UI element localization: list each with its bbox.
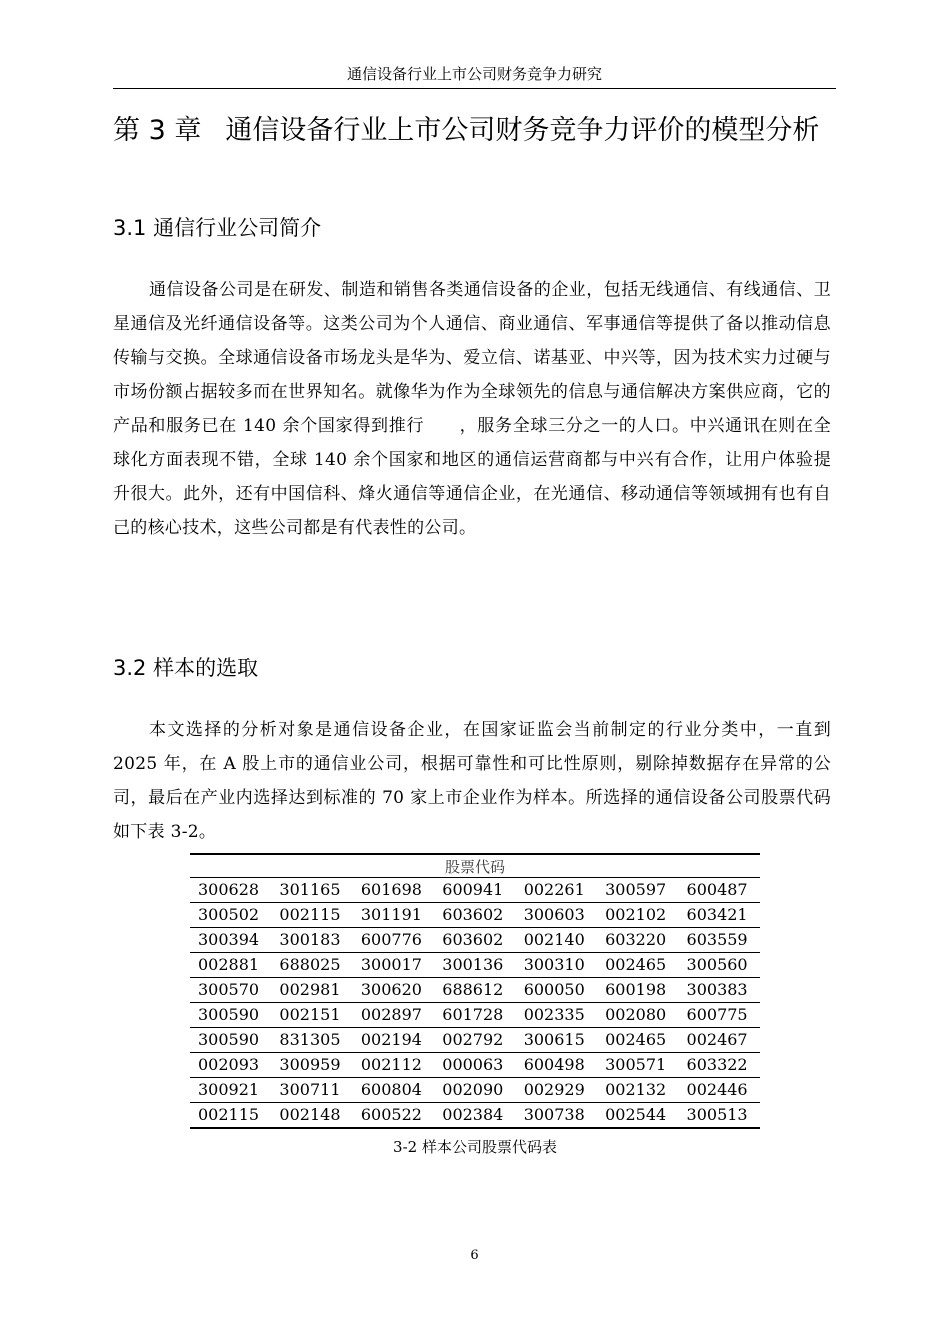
table-cell: 002465 [597, 953, 678, 978]
table-cell: 002981 [271, 978, 352, 1003]
table-cell: 300394 [190, 928, 271, 953]
table-cell: 603602 [434, 903, 515, 928]
table-cell: 002115 [190, 1103, 271, 1129]
table-cell: 300921 [190, 1078, 271, 1103]
section-heading-3-2: 3.2 样本的选取 [113, 656, 259, 680]
table-cell: 002465 [597, 1028, 678, 1053]
table-cell: 300502 [190, 903, 271, 928]
table-cell: 603220 [597, 928, 678, 953]
table-row [190, 1103, 760, 1129]
table-cell: 300570 [190, 978, 271, 1003]
table-cell: 603602 [434, 928, 515, 953]
table-row [190, 978, 760, 1003]
table-cell: 300620 [353, 978, 434, 1003]
chapter-title-text: 通信设备行业上市公司财务竞争力评价的模型分析 [225, 115, 820, 146]
table-cell: 300711 [271, 1078, 352, 1103]
table-cell: 002148 [271, 1103, 352, 1129]
table-cell: 002132 [597, 1078, 678, 1103]
table-header-row [190, 854, 760, 878]
section-3-2-paragraph: 本文选择的分析对象是通信设备企业，在国家证监会当前制定的行业分类中，一直到 2025 年，在 A 股上市的通信业公司，根据可靠性和可比性原则，剔除掉数据存在异常的公司，最后在产业内选择达到标准的 70 家上市企业作为样本。所选择的通信设备公司股票代码如下表 3-2。 [113, 720, 831, 842]
table-cell: 600522 [353, 1103, 434, 1129]
table-cell: 002467 [679, 1028, 760, 1053]
table-cell: 300615 [516, 1028, 597, 1053]
page-number: 6 [470, 1248, 479, 1263]
table-row [190, 1003, 760, 1028]
table-row [190, 878, 760, 903]
table-cell: 600776 [353, 928, 434, 953]
table-cell: 300597 [597, 878, 678, 903]
table-cell: 002151 [271, 1003, 352, 1028]
table-cell: 300603 [516, 903, 597, 928]
table-body [190, 878, 760, 1129]
table-cell: 603322 [679, 1053, 760, 1078]
table-cell: 600198 [597, 978, 678, 1003]
table-cell: 002881 [190, 953, 271, 978]
chapter-number: 第 3 章 [113, 115, 202, 146]
section-3-1-paragraph: 通信设备公司是在研发、制造和销售各类通信设备的企业，包括无线通信、有线通信、卫星通信及光纤通信设备等。这类公司为个人通信、商业通信、军事通信等提供了备以推动信息传输与交换。全球通信设备市场龙头是华为、爱立信、诺基亚、中兴等，因为技术实力过硬与市场份额占据较多而在世界知名。就像华为作为全球领先的信息与通信解决方案供应商，它的产品和服务已在 140 余个国家得到推行 ，服务全球三分之一的人口。中兴通讯在则在全球化方面表现不错，全球 140 余个国家和地区的通信运营商都与中兴有合作，让用户体验提升很大。此外，还有中国信科、烽火通信等通信企业，在光通信、移动通信等领域拥有也有自己的核心技术，这些公司都是有代表性的公司。 [113, 280, 831, 538]
stock-code-table [190, 853, 760, 1129]
table-cell: 002384 [434, 1103, 515, 1129]
table-row [190, 1028, 760, 1053]
table-cell: 300590 [190, 1003, 271, 1028]
table-cell: 688025 [271, 953, 352, 978]
table-cell: 300017 [353, 953, 434, 978]
table-cell: 002897 [353, 1003, 434, 1028]
table-cell: 300136 [434, 953, 515, 978]
table-cell: 601698 [353, 878, 434, 903]
table-cell: 600498 [516, 1053, 597, 1078]
table-cell: 300513 [679, 1103, 760, 1129]
table-cell: 002929 [516, 1078, 597, 1103]
table-cell: 300628 [190, 878, 271, 903]
table-cell: 300571 [597, 1053, 678, 1078]
table-row [190, 903, 760, 928]
table-cell: 002140 [516, 928, 597, 953]
table-cell: 002544 [597, 1103, 678, 1129]
table-cell: 002115 [271, 903, 352, 928]
section-heading-3-1: 3.1 通信行业公司简介 [113, 216, 322, 240]
table-cell: 002093 [190, 1053, 271, 1078]
table-cell: 002792 [434, 1028, 515, 1053]
table-cell: 600775 [679, 1003, 760, 1028]
table-cell: 301165 [271, 878, 352, 903]
table-cell: 600941 [434, 878, 515, 903]
table-cell: 300590 [190, 1028, 271, 1053]
table-row [190, 1053, 760, 1078]
table-cell: 603559 [679, 928, 760, 953]
table-cell: 002112 [353, 1053, 434, 1078]
table-cell: 002102 [597, 903, 678, 928]
table-cell: 600487 [679, 878, 760, 903]
table-cell: 600050 [516, 978, 597, 1003]
table-cell: 601728 [434, 1003, 515, 1028]
table-cell: 300310 [516, 953, 597, 978]
table-cell: 300383 [679, 978, 760, 1003]
table-row [190, 1078, 760, 1103]
table-cell: 600804 [353, 1078, 434, 1103]
table-cell: 300183 [271, 928, 352, 953]
table-row [190, 928, 760, 953]
table-cell: 002194 [353, 1028, 434, 1053]
table-caption: 3-2 样本公司股票代码表 [393, 1138, 557, 1156]
table-cell: 301191 [353, 903, 434, 928]
table-cell: 831305 [271, 1028, 352, 1053]
header-rule [113, 88, 836, 89]
table-row [190, 953, 760, 978]
table-cell: 002335 [516, 1003, 597, 1028]
table-cell: 300560 [679, 953, 760, 978]
table-cell: 300959 [271, 1053, 352, 1078]
table-cell: 002261 [516, 878, 597, 903]
table-cell: 002080 [597, 1003, 678, 1028]
table-header: 股票代码 [190, 854, 760, 878]
table-cell: 688612 [434, 978, 515, 1003]
table-cell: 300738 [516, 1103, 597, 1129]
table-cell: 002090 [434, 1078, 515, 1103]
table-cell: 000063 [434, 1053, 515, 1078]
table-cell: 002446 [679, 1078, 760, 1103]
running-header: 通信设备行业上市公司财务竞争力研究 [346, 65, 602, 83]
chapter-title [113, 112, 838, 149]
table-cell: 603421 [679, 903, 760, 928]
